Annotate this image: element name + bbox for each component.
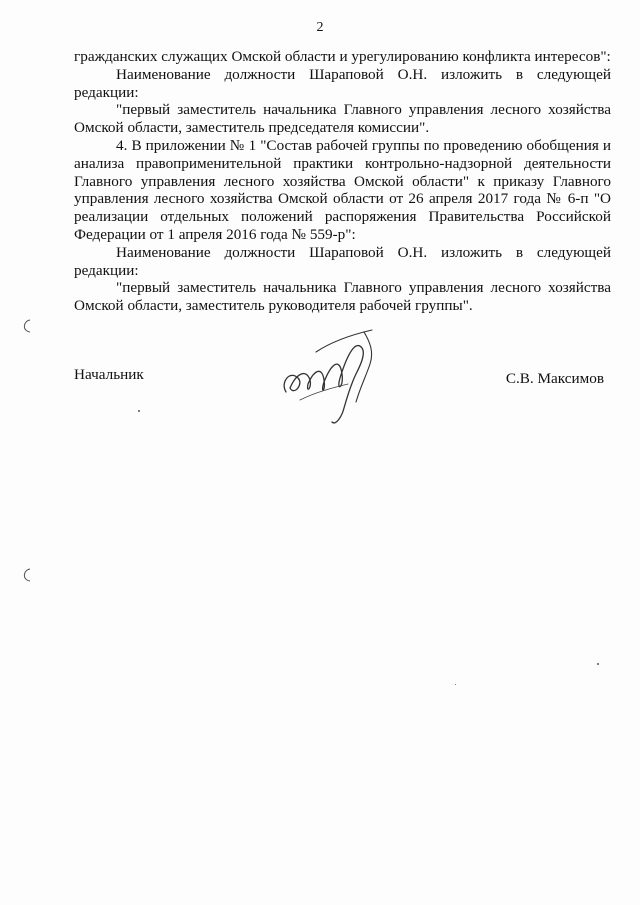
paragraph-5: Наименование должности Шараповой О.Н. изложить в следующей редакции:	[74, 243, 611, 279]
paragraph-2: Наименование должности Шараповой О.Н. изложить в следующей редакции:	[74, 65, 611, 101]
page-number: 2	[316, 20, 324, 35]
punch-hole-mark-top	[20, 318, 32, 334]
scan-speck	[597, 663, 599, 665]
signer-position: Начальник	[74, 366, 144, 383]
signer-name: С.В. Максимов	[505, 370, 604, 387]
scan-speck	[138, 410, 140, 412]
paragraph-4: 4. В приложении № 1 "Состав рабочей группы по проведению обобщения и анализа правоприменительной практики контрольно-надзорной деятельности Главного управления лесного хозяйства Омской области" к приказу Главного управления лесного хозяйства Омской области от 26 апреля 2017 года № 6-п "О реализации отдельных положений распоряжения Правительства Российской Федерации от 1 апреля 2016 года № 559-р":	[74, 136, 611, 243]
document-body	[74, 48, 611, 315]
scan-speck	[455, 684, 456, 685]
paragraph-1: гражданских служащих Омской области и урегулированию конфликта интересов":	[74, 48, 611, 65]
signature-block	[74, 366, 604, 386]
punch-hole-mark-bottom	[20, 567, 32, 583]
paragraph-6: "первый заместитель начальника Главного управления лесного хозяйства Омской области, заместитель руководителя рабочей группы".	[74, 279, 611, 315]
paragraph-3: "первый заместитель начальника Главного управления лесного хозяйства Омской области, заместитель председателя комиссии".	[74, 101, 611, 137]
